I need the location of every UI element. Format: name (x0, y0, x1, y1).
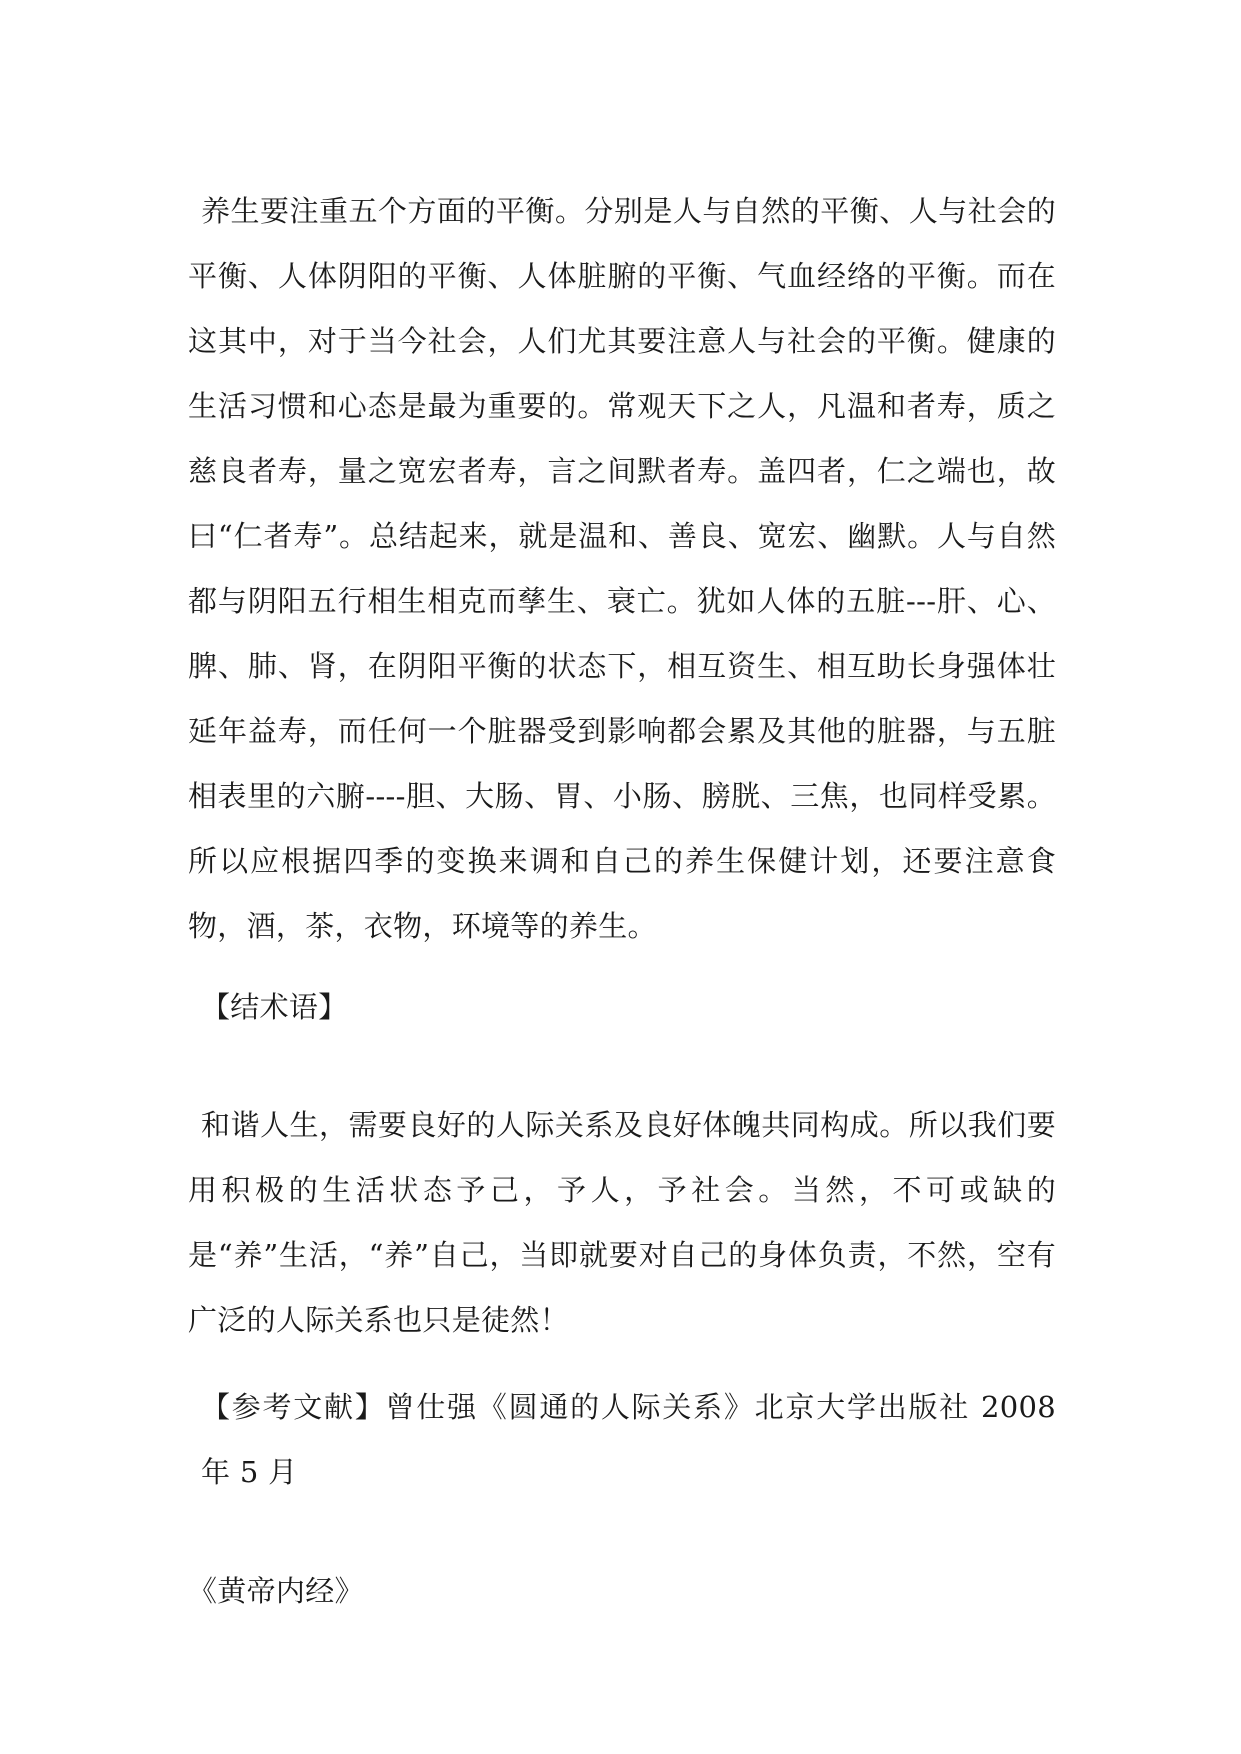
reference-entry-2: 《黄帝内经》 (188, 1574, 364, 1608)
conclusion-paragraph: 和谐人生，需要良好的人际关系及良好体魄共同构成。所以我们要用积极的生活状态予己，予人，予社会。当然，不可或缺的是“养”生活，“养”自己，当即就要对自己的身体负责，不然，空有广泛的人际关系也只是徒然！ (188, 1108, 1056, 1337)
main-paragraph: 养生要注重五个方面的平衡。分别是人与自然的平衡、人与社会的平衡、人体阴阳的平衡、人体脏腑的平衡、气血经络的平衡。而在这其中，对于当今社会，人们尤其要注意人与社会的平衡。健康的生活习惯和心态是最为重要的。常观天下之人，凡温和者寿，质之慈良者寿，量之宽宏者寿，言之间默者寿。盖四者，仁之端也，故曰“仁者寿”。总结起来，就是温和、善良、宽宏、幽默。人与自然都与阴阳五行相生相克而孳生、衰亡。犹如人体的五脏---肝、心、脾、肺、肾，在阴阳平衡的状态下，相互资生、相互助长身强体壮延年益寿，而任何一个脏器受到影响都会累及其他的脏器，与五脏相表里的六腑----胆、大肠、胃、小肠、膀胱、三焦，也同样受累。所以应根据四季的变换来调和自己的养生保健计划，还要注意食物，酒，茶，衣物，环境等的养生。 (188, 194, 1056, 943)
reference-entry-1: 【参考文献】曾仕强《圆通的人际关系》北京大学出版社 2008 年 5 月 (201, 1390, 1056, 1489)
conclusion-heading: 【结术语】 (201, 990, 348, 1024)
